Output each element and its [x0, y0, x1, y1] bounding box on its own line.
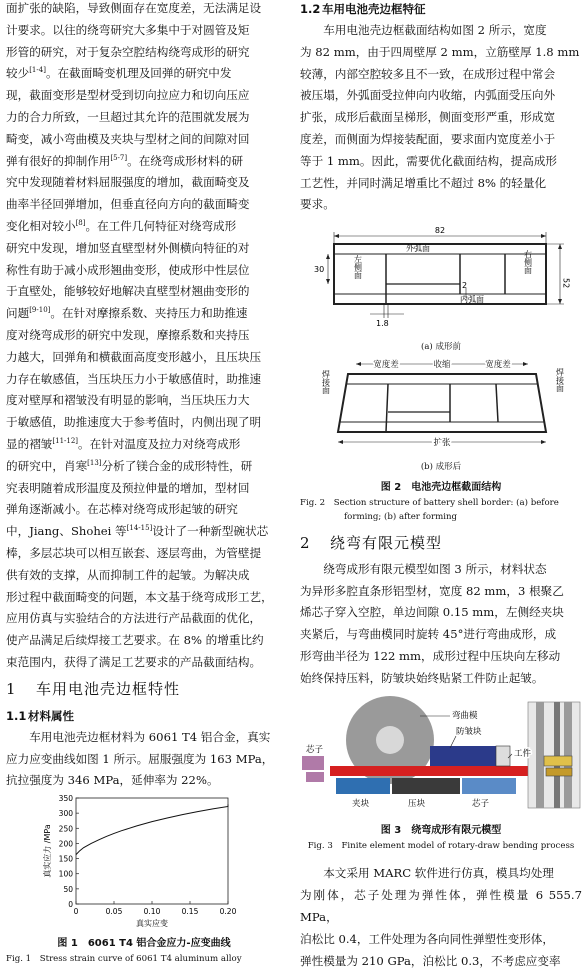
fe-model-diagram	[300, 696, 582, 814]
text-line: 力越大，回弹角和横截面高度变形越小，且压块压	[6, 349, 262, 364]
width-diff-label-left: 宽度差	[373, 359, 399, 370]
text-line: 应力应变曲线如图 1 所示。屈服强度为 163 MPa，	[6, 751, 274, 766]
left-side-label: 左侧面	[353, 255, 363, 280]
simulation-paragraph	[300, 863, 582, 972]
text-line: 形管的研究，对于复杂空腔结构绕弯成形的研究	[6, 44, 250, 59]
text-line	[6, 216, 282, 238]
stress-strain-chart	[6, 792, 282, 928]
section-after-forming-diagram	[300, 354, 582, 452]
section-title: 车用电池壳边框特性	[36, 679, 181, 698]
section-heading	[6, 674, 282, 705]
text-line: 扩张，成形后截面呈梯形，侧面变形严重，形成宽	[300, 110, 556, 125]
sub-caption-a: (a) 成形前	[421, 341, 461, 352]
subsection-number: 1.1	[6, 708, 27, 723]
citation: [11-12]	[52, 437, 79, 446]
text-fragment: 。在针对温度及拉力对绕弯成形	[78, 436, 241, 451]
text-line: 为异形多腔直条形铝型材，宽度 82 mm，3 根聚乙	[300, 583, 564, 598]
text-line: 夹紧后，与弯曲模同时旋转 45°进行弯曲成形，成	[300, 627, 557, 642]
text-line: 使产品满足后续焊接工艺要求。在 8% 的增重比约	[6, 633, 264, 648]
text-fragment: 变化相对较小	[6, 218, 76, 233]
text-line: 要求。	[300, 197, 335, 212]
x-tick-label: 0.10	[143, 907, 161, 917]
text-line: 车用电池壳边框材料为 6061 T4 铝合金，真实	[29, 729, 271, 744]
y-tick-label: 100	[58, 869, 73, 879]
citation: [13]	[87, 458, 102, 467]
text-line: 抗拉强度为 346 MPa，延伸率为 22%。	[6, 773, 219, 788]
text-line: 于敏感值，助推速度大于参考值时，内侧出现了明	[6, 415, 262, 430]
text-fragment: 设计了一种新型碗状芯	[152, 524, 269, 539]
text-fragment: 显的褶皱	[6, 436, 53, 451]
caption-line: forming; (b) after forming	[344, 511, 458, 522]
plot-frame	[76, 798, 228, 904]
text-line: 绕弯成形有限元模型如图 3 所示，材料状态	[323, 561, 547, 576]
text-line: 等于 1 mm。因此，需要优化截面结构，提高成形	[300, 153, 558, 168]
text-line: 于直壁处，能够较好地解决直壁型材翘曲变形的	[6, 284, 250, 299]
text-line: 度差，而侧面为焊接装配面，要求面内宽度差小于	[300, 131, 556, 146]
text-line: 棒，多层芯块可以相互嵌套、逐层弯曲，为管壁提	[6, 545, 262, 560]
text-line: 计要求。以往的绕弯研究大多集中于对圆管及矩	[6, 22, 250, 37]
figure-1-caption-cn: 图 1 6061 T4 铝合金应力-应变曲线	[57, 937, 231, 949]
text-line: 应用仿真与实验结合的方法进行产品截面的优化，	[6, 611, 262, 626]
y-axis-label: 真实应力 /MPa	[43, 824, 52, 878]
text-line: 较薄，内部空腔较多且不一致，在成形过程中常会	[300, 66, 556, 81]
subsection-heading	[6, 705, 282, 727]
material-paragraph	[6, 727, 282, 792]
text-line	[6, 151, 282, 173]
text-fragment: 。在工件几何特征对绕弯成形	[85, 218, 237, 233]
text-line: 烯芯子穿入空腔，单边间隙 0.15 mm，左侧经夹块	[300, 605, 564, 620]
clamp-label: 夹块	[352, 798, 370, 809]
section-number: 2	[300, 533, 311, 552]
text-line	[6, 521, 282, 543]
y-tick-label: 300	[58, 809, 73, 819]
citation: [14-15]	[126, 524, 153, 533]
dim-30-label: 30	[314, 265, 325, 275]
text-fragment: 。在截面畸变机理及回弹的研究中发	[45, 66, 232, 81]
text-line: 弹性模量为 210 GPa，泊松比 0.3，不考虑应变率	[300, 953, 561, 968]
dim-18-label: 1.8	[376, 319, 389, 329]
mandrel-label: 芯子	[306, 744, 324, 755]
dim-52-label: 52	[561, 278, 571, 289]
y-tick-label: 50	[63, 884, 73, 894]
text-line: 束范围内，获得了满足工艺要求的产品截面结构。	[6, 654, 262, 669]
text-fragment: 弹有很好的抑制作用	[6, 153, 111, 168]
text-fragment: 问题	[6, 306, 30, 321]
subsection-number: 1.2	[300, 2, 321, 16]
y-tick-label: 250	[58, 824, 73, 834]
text-line: 称性有助于减小成形翘曲变形，使成形中性层位	[6, 262, 250, 277]
text-line: 畸变，减小弯曲模及夹块与型材之间的间隙对回	[6, 131, 250, 146]
x-axis-label: 真实应变	[136, 919, 168, 929]
workpiece-label: 工件	[514, 748, 532, 759]
inner-arc-label: 内弧面	[460, 295, 484, 305]
figure-2	[300, 222, 582, 524]
x-tick-label: 0.15	[181, 907, 199, 917]
pressure-die-label: 压块	[408, 798, 426, 809]
text-fragment: 的研究中，肖寒	[6, 458, 88, 473]
text-line: 研究中发现，增加竖直壁型材外侧横向特征的对	[6, 240, 250, 255]
text-line: 工艺性，并同时满足增重比不超过 8% 的轻量化	[300, 175, 547, 190]
y-tick-label: 0	[68, 900, 73, 910]
text-line: 度对壁厚和褶皱没有明显的影响，当压块压力大	[6, 393, 250, 408]
x-tick-label: 0	[73, 907, 79, 917]
text-line	[6, 63, 282, 85]
figure-3-caption-en: Fig. 3 Finite element model of rotary-draw bending process	[307, 841, 575, 852]
text-line: 为 82 mm，由于四周壁厚 2 mm，立筋壁厚 1.8 mm	[300, 44, 580, 59]
text-line: 始终保持压料，防皱块始终贴紧工件防止起皱。	[300, 670, 544, 685]
figure-3	[300, 696, 582, 854]
sub-caption-b: (b) 成形后	[420, 461, 462, 472]
figure-3-caption-cn: 图 3 绕弯成形有限元模型	[380, 825, 502, 837]
text-line	[6, 456, 282, 478]
y-tick-label: 150	[58, 854, 73, 864]
subsection-title: 车用电池壳边框特征	[322, 2, 426, 16]
text-line: 泊松比 0.4，工件处理为各向同性弹塑性变形体，	[300, 931, 554, 946]
weld-face-right-label: 焊接面	[555, 367, 565, 392]
text-line: 形弯曲半径为 122 mm，成形过程中压块向左移动	[300, 648, 561, 663]
dim-2-label: 2	[462, 281, 468, 291]
y-tick-label: 200	[58, 839, 73, 849]
text-line	[6, 303, 282, 325]
wiper-block-label: 防皱块	[456, 726, 482, 737]
figure-2-caption-en	[300, 496, 582, 524]
citation: [9-10]	[29, 306, 51, 315]
weld-face-left-label: 焊接面	[321, 369, 331, 394]
right-side-label: 右侧面	[523, 250, 533, 275]
text-fragment: 中，Jiang、Shohei 等	[6, 524, 127, 539]
fe-model-paragraph	[300, 559, 582, 690]
figure-2-caption-cn: 图 2 电池壳边框截面结构	[380, 481, 502, 493]
text-fragment: 较少	[6, 66, 30, 81]
subsection-title: 材料属性	[28, 708, 74, 723]
bending-die-label: 弯曲模	[452, 710, 478, 721]
citation: [8]	[75, 219, 86, 228]
text-line: 力的合力所致，一旦超过其允许的范围就发展为	[6, 109, 250, 124]
text-line: 车用电池壳边框截面结构如图 2 所示，宽度	[323, 23, 547, 37]
section-heading	[300, 528, 582, 559]
citation: [5-7]	[110, 153, 128, 162]
shrink-label: 收缩	[433, 359, 451, 370]
text-line: 面扩张的缺陷，导致侧面存在宽度差，无法满足设	[6, 1, 262, 15]
dim-width-label: 82	[434, 226, 446, 236]
right-column	[300, 0, 582, 972]
text-line: 被压塌，外弧面受拉伸向内收缩，内弧面受压向外	[300, 88, 556, 103]
intro-paragraph	[6, 0, 282, 674]
subsection-heading	[300, 0, 582, 20]
text-line: 为刚体，芯子处理为弹性体，弹性模量 6 555.7 MPa，	[300, 888, 582, 924]
left-column	[6, 0, 282, 966]
feature-paragraph	[300, 20, 582, 216]
text-line: 现，截面变形是型材受到切向拉应力和切向压应	[6, 88, 250, 103]
outer-arc-label: 外弧面	[406, 244, 430, 254]
section-before-forming-diagram	[300, 222, 582, 332]
stress-strain-curve	[76, 804, 228, 854]
text-fragment: 。在针对摩擦系数、夹持压力和助推速	[50, 306, 248, 321]
text-line: 力存在敏感值，当压块压力小于敏感值时，助推速	[6, 371, 262, 386]
text-fragment: 。在绕弯成形材料的研	[127, 153, 244, 168]
x-tick-label: 0.20	[219, 907, 237, 917]
width-diff-label-right: 宽度差	[485, 359, 511, 370]
figure-1-caption-en: Fig. 1 Stress strain curve of 6061 T4 aluminum alloy	[6, 953, 242, 964]
expand-label: 扩张	[433, 437, 451, 448]
text-line: 弹角逐渐减小。在芯棒对绕弯成形起皱的研究	[6, 502, 238, 517]
section-number: 1	[6, 679, 17, 698]
mandrel-label-right: 芯子	[472, 798, 490, 809]
text-line: 究中发现随着材料屈服强度的增加，截面畸变及	[6, 175, 250, 190]
citation: [1-4]	[29, 66, 46, 75]
caption-line: Fig. 2 Section structure of battery shell border: (a) before	[300, 497, 559, 508]
text-line: 供有效的支撑，从而抑制工件的起皱。为解决成	[6, 567, 250, 582]
text-line: 本文采用 MARC 软件进行仿真，模具均处理	[323, 866, 554, 881]
x-tick-label: 0.05	[105, 907, 123, 917]
y-tick-label: 350	[58, 794, 73, 804]
text-line	[6, 434, 282, 456]
section-title: 绕弯有限元模型	[330, 533, 443, 552]
text-line: 曲率半径回弹增加，但垂直径向方向的截面畸变	[6, 197, 250, 212]
text-fragment: 分析了镁合金的成形特性，研	[101, 458, 253, 473]
text-line: 究表明随着成形温度及预拉伸量的增加，型材回	[6, 480, 250, 495]
text-line: 度对绕弯成形的研究中发现，摩擦系数和夹持压	[6, 327, 250, 342]
text-line: 形过程中截面畸变的问题，本文基于绕弯成形工艺，	[6, 589, 273, 604]
